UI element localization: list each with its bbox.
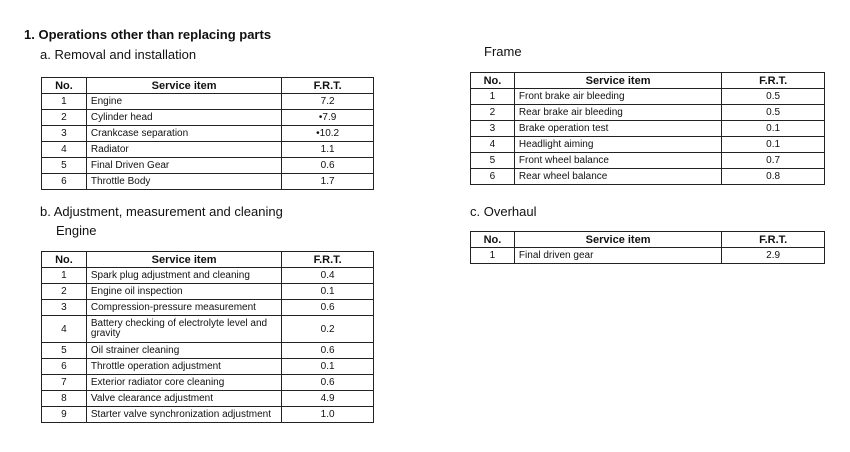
frt-value: 1.0 xyxy=(282,407,374,423)
row-number: 2 xyxy=(42,284,87,300)
service-item: Headlight aiming xyxy=(514,137,721,153)
service-item: Front brake air bleeding xyxy=(514,89,721,105)
service-item: Throttle operation adjustment xyxy=(86,359,281,375)
table-row xyxy=(42,375,374,391)
table-header-row xyxy=(42,252,374,268)
row-number: 2 xyxy=(42,110,87,126)
service-item: Brake operation test xyxy=(514,121,721,137)
service-item: Final driven gear xyxy=(514,248,721,264)
table-row xyxy=(42,174,374,190)
row-number: 6 xyxy=(42,359,87,375)
row-number: 1 xyxy=(42,94,87,110)
col-frt-header: F.R.T. xyxy=(722,232,825,248)
frt-value: 0.1 xyxy=(722,121,825,137)
row-number: 1 xyxy=(471,89,515,105)
frt-value: 1.7 xyxy=(282,174,374,190)
table-row xyxy=(471,169,825,185)
row-number: 3 xyxy=(42,300,87,316)
col-no-header: No. xyxy=(471,73,515,89)
service-item: Compression-pressure measurement xyxy=(86,300,281,316)
table-row xyxy=(471,121,825,137)
col-item-header: Service item xyxy=(514,73,721,89)
table-row xyxy=(42,391,374,407)
table-row xyxy=(42,359,374,375)
frt-value: 7.2 xyxy=(282,94,374,110)
frt-value: 0.7 xyxy=(722,153,825,169)
frame-title: Frame xyxy=(484,44,522,59)
service-item: Final Driven Gear xyxy=(86,158,281,174)
col-frt-header: F.R.T. xyxy=(282,78,374,94)
service-item: Spark plug adjustment and cleaning xyxy=(86,268,281,284)
table-row xyxy=(42,94,374,110)
row-number: 4 xyxy=(471,137,515,153)
row-number: 5 xyxy=(471,153,515,169)
service-item: Radiator xyxy=(86,142,281,158)
service-item: Exterior radiator core cleaning xyxy=(86,375,281,391)
table-row xyxy=(42,110,374,126)
col-frt-header: F.R.T. xyxy=(722,73,825,89)
col-item-header: Service item xyxy=(86,78,281,94)
col-no-header: No. xyxy=(42,252,87,268)
frt-value: •10.2 xyxy=(282,126,374,142)
table-row xyxy=(42,142,374,158)
service-item: Starter valve synchronization adjustment xyxy=(86,407,281,423)
frt-value: •7.9 xyxy=(282,110,374,126)
row-number: 8 xyxy=(42,391,87,407)
table-row xyxy=(42,158,374,174)
service-item: Engine oil inspection xyxy=(86,284,281,300)
frt-value: 0.6 xyxy=(282,300,374,316)
row-number: 3 xyxy=(42,126,87,142)
service-item: Front wheel balance xyxy=(514,153,721,169)
table-header-row xyxy=(471,232,825,248)
table-header-row xyxy=(42,78,374,94)
table-row xyxy=(42,316,374,343)
table-row xyxy=(471,89,825,105)
overhaul-title: c. Overhaul xyxy=(470,204,537,219)
table-row xyxy=(42,407,374,423)
service-item: Oil strainer cleaning xyxy=(86,343,281,359)
frt-value: 4.9 xyxy=(282,391,374,407)
service-item: Crankcase separation xyxy=(86,126,281,142)
table-row xyxy=(42,343,374,359)
row-number: 4 xyxy=(42,316,87,343)
row-number: 4 xyxy=(42,142,87,158)
overhaul-table xyxy=(470,231,825,264)
adjustment-table xyxy=(41,251,374,423)
frt-value: 0.6 xyxy=(282,375,374,391)
frt-value: 0.8 xyxy=(722,169,825,185)
engine-subtitle: Engine xyxy=(56,223,97,238)
frt-value: 0.1 xyxy=(282,359,374,375)
frt-value: 0.2 xyxy=(282,316,374,343)
frt-value: 0.5 xyxy=(722,89,825,105)
row-number: 9 xyxy=(42,407,87,423)
col-frt-header: F.R.T. xyxy=(282,252,374,268)
service-item: Cylinder head xyxy=(86,110,281,126)
row-number: 6 xyxy=(471,169,515,185)
table-row xyxy=(471,248,825,264)
frt-value: 0.6 xyxy=(282,158,374,174)
row-number: 1 xyxy=(42,268,87,284)
removal-title: a. Removal and installation xyxy=(40,47,197,62)
service-item: Rear brake air bleeding xyxy=(514,105,721,121)
row-number: 6 xyxy=(42,174,87,190)
row-number: 3 xyxy=(471,121,515,137)
frt-value: 0.5 xyxy=(722,105,825,121)
row-number: 7 xyxy=(42,375,87,391)
service-item: Valve clearance adjustment xyxy=(86,391,281,407)
service-item: Throttle Body xyxy=(86,174,281,190)
row-number: 1 xyxy=(471,248,515,264)
table-row xyxy=(471,105,825,121)
row-number: 5 xyxy=(42,158,87,174)
service-item: Engine xyxy=(86,94,281,110)
table-row xyxy=(42,300,374,316)
service-item: Rear wheel balance xyxy=(514,169,721,185)
frt-value: 0.1 xyxy=(722,137,825,153)
row-number: 2 xyxy=(471,105,515,121)
row-number: 5 xyxy=(42,343,87,359)
frt-value: 2.9 xyxy=(722,248,825,264)
col-item-header: Service item xyxy=(514,232,721,248)
removal-table xyxy=(41,77,374,190)
section-heading: 1. Operations other than replacing parts xyxy=(24,27,272,42)
col-no-header: No. xyxy=(42,78,87,94)
service-item: Battery checking of electrolyte level and gravity xyxy=(86,316,281,343)
col-item-header: Service item xyxy=(86,252,281,268)
frt-value: 0.1 xyxy=(282,284,374,300)
table-row xyxy=(42,284,374,300)
frt-value: 1.1 xyxy=(282,142,374,158)
frt-value: 0.4 xyxy=(282,268,374,284)
table-header-row xyxy=(471,73,825,89)
col-no-header: No. xyxy=(471,232,515,248)
table-row xyxy=(471,153,825,169)
table-row xyxy=(42,268,374,284)
frame-table xyxy=(470,72,825,185)
table-row xyxy=(42,126,374,142)
adjustment-title: b. Adjustment, measurement and cleaning xyxy=(40,204,283,219)
frt-value: 0.6 xyxy=(282,343,374,359)
table-row xyxy=(471,137,825,153)
